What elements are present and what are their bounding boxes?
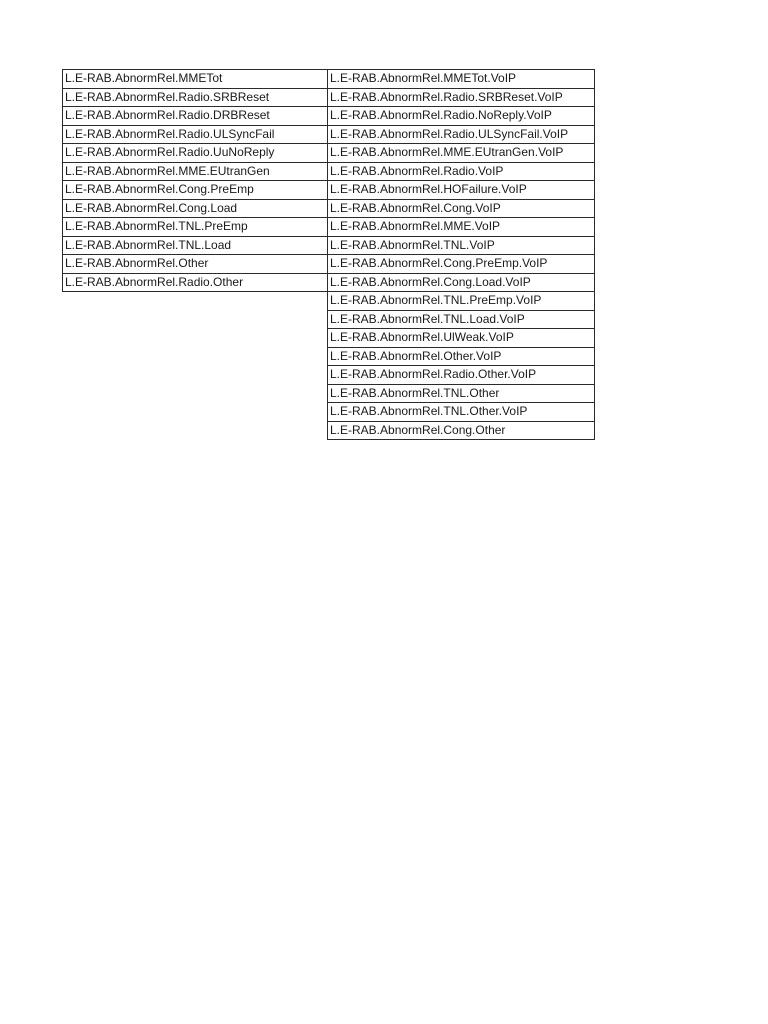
table-row: [63, 162, 328, 181]
counter-table-left: [62, 69, 328, 292]
table-row: [328, 236, 595, 255]
table-cell: L.E-RAB.AbnormRel.TNL.Other: [328, 384, 595, 403]
table-cell: L.E-RAB.AbnormRel.TNL.Other.VoIP: [328, 403, 595, 422]
counter-table-right: [327, 69, 595, 440]
table-cell: L.E-RAB.AbnormRel.Cong.Other: [328, 421, 595, 440]
table-row: [328, 162, 595, 181]
table-row: [328, 125, 595, 144]
table-cell: L.E-RAB.AbnormRel.UlWeak.VoIP: [328, 329, 595, 348]
table-row: [328, 70, 595, 89]
table-cell: L.E-RAB.AbnormRel.TNL.VoIP: [328, 236, 595, 255]
table-cell: L.E-RAB.AbnormRel.Other.VoIP: [328, 347, 595, 366]
table-row: [328, 107, 595, 126]
table-row: [63, 107, 328, 126]
table-cell: L.E-RAB.AbnormRel.MME.VoIP: [328, 218, 595, 237]
table-row: [63, 218, 328, 237]
table-cell: L.E-RAB.AbnormRel.Other: [63, 255, 328, 274]
table-row: [63, 236, 328, 255]
table-cell: L.E-RAB.AbnormRel.Radio.DRBReset: [63, 107, 328, 126]
table-row: [328, 366, 595, 385]
table-row: [63, 273, 328, 292]
table-row: [63, 255, 328, 274]
table-cell: L.E-RAB.AbnormRel.MMETot.VoIP: [328, 70, 595, 89]
table-cell: L.E-RAB.AbnormRel.TNL.Load.VoIP: [328, 310, 595, 329]
table-cell: L.E-RAB.AbnormRel.Cong.VoIP: [328, 199, 595, 218]
table-row: [328, 329, 595, 348]
table-cell: L.E-RAB.AbnormRel.TNL.Load: [63, 236, 328, 255]
table-cell: L.E-RAB.AbnormRel.TNL.PreEmp.VoIP: [328, 292, 595, 311]
table-cell: L.E-RAB.AbnormRel.Radio.Other.VoIP: [328, 366, 595, 385]
table-row: [328, 421, 595, 440]
table-row: [63, 88, 328, 107]
table-cell: L.E-RAB.AbnormRel.Radio.Other: [63, 273, 328, 292]
table-cell: L.E-RAB.AbnormRel.Radio.SRBReset: [63, 88, 328, 107]
table-row: [63, 199, 328, 218]
table-cell: L.E-RAB.AbnormRel.Cong.Load: [63, 199, 328, 218]
table-cell: L.E-RAB.AbnormRel.MME.EUtranGen: [63, 162, 328, 181]
table-cell: L.E-RAB.AbnormRel.Cong.Load.VoIP: [328, 273, 595, 292]
table-cell: L.E-RAB.AbnormRel.MMETot: [63, 70, 328, 89]
table-row: [328, 144, 595, 163]
table-row: [328, 347, 595, 366]
table-cell: L.E-RAB.AbnormRel.Radio.ULSyncFail.VoIP: [328, 125, 595, 144]
table-row: [328, 181, 595, 200]
table-row: [328, 199, 595, 218]
table-row: [328, 273, 595, 292]
table-row: [328, 403, 595, 422]
table-row: [328, 310, 595, 329]
table-cell: L.E-RAB.AbnormRel.Radio.VoIP: [328, 162, 595, 181]
table-row: [63, 125, 328, 144]
table-row: [328, 384, 595, 403]
table-row: [328, 255, 595, 274]
table-cell: L.E-RAB.AbnormRel.Radio.NoReply.VoIP: [328, 107, 595, 126]
table-cell: L.E-RAB.AbnormRel.Radio.UuNoReply: [63, 144, 328, 163]
table-row: [63, 70, 328, 89]
table-cell: L.E-RAB.AbnormRel.MME.EUtranGen.VoIP: [328, 144, 595, 163]
table-row: [328, 88, 595, 107]
table-row: [63, 144, 328, 163]
table-cell: L.E-RAB.AbnormRel.Radio.ULSyncFail: [63, 125, 328, 144]
table-row: [328, 292, 595, 311]
table-row: [63, 181, 328, 200]
table-cell: L.E-RAB.AbnormRel.HOFailure.VoIP: [328, 181, 595, 200]
table-cell: L.E-RAB.AbnormRel.Cong.PreEmp: [63, 181, 328, 200]
table-cell: L.E-RAB.AbnormRel.Cong.PreEmp.VoIP: [328, 255, 595, 274]
table-cell: L.E-RAB.AbnormRel.Radio.SRBReset.VoIP: [328, 88, 595, 107]
table-cell: L.E-RAB.AbnormRel.TNL.PreEmp: [63, 218, 328, 237]
table-row: [328, 218, 595, 237]
